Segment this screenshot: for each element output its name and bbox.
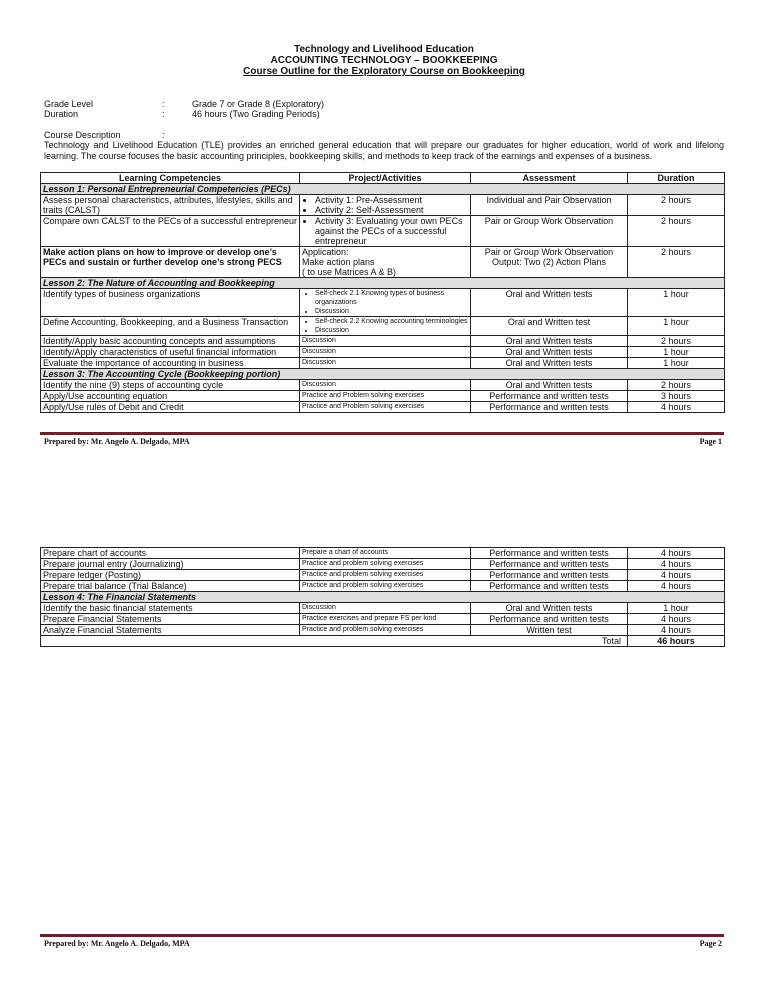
activity: Prepare a chart of accounts (300, 548, 471, 559)
lesson-row (41, 592, 725, 603)
activity: Discussion (300, 347, 471, 358)
lesson-title: Lesson 3: The Accounting Cycle (Bookkeeping portion) (41, 369, 725, 380)
table-row (41, 625, 725, 636)
duration: 2 hours (628, 380, 725, 391)
competency: Identify/Apply basic accounting concepts and assumptions (41, 336, 300, 347)
table-row (41, 317, 725, 336)
activity: Practice exercises and prepare FS per kind (300, 614, 471, 625)
duration: 4 hours (628, 625, 725, 636)
assessment: Individual and Pair Observation (471, 195, 628, 216)
activity: • Self-check 2.1 Knowing types of business organizations (315, 289, 468, 307)
duration: 2 hours (628, 336, 725, 347)
assessment: Performance and written tests (471, 548, 628, 559)
duration: 1 hour (628, 603, 725, 614)
assessment: Oral and Written test (471, 317, 628, 336)
activity: • Discussion (315, 307, 468, 316)
assessment: Performance and written tests (471, 559, 628, 570)
competency: Assess personal characteristics, attributes, lifestyles, skills and traits (CALST) (41, 195, 300, 216)
competency: Identify/Apply characteristics of useful financial information (41, 347, 300, 358)
activity: Practice and problem solving exercises (300, 570, 471, 581)
lesson-title: Lesson 4: The Financial Statements (41, 592, 725, 603)
header-duration: Duration (628, 173, 725, 184)
table-row (41, 216, 725, 247)
duration-label: Duration (44, 109, 79, 119)
table-row (41, 380, 725, 391)
doc-course-title: Course Outline for the Exploratory Course on Bookkeeping (243, 66, 525, 77)
assessment-line: Output: Two (2) Action Plans (492, 257, 606, 267)
prepared-by: Prepared by: Mr. Angelo A. Delgado, MPA (44, 939, 190, 948)
lesson-row (41, 278, 725, 289)
grade-level-value: Grade 7 or Grade 8 (Exploratory) (192, 99, 325, 109)
competency: Prepare ledger (Posting) (41, 570, 300, 581)
table-row (41, 548, 725, 559)
total-value: 46 hours (628, 636, 725, 647)
table-row (41, 603, 725, 614)
page-number: Page 1 (699, 437, 722, 446)
competency: Identify the nine (9) steps of accounting cycle (41, 380, 300, 391)
assessment: Performance and written tests (471, 391, 628, 402)
activities (300, 247, 471, 278)
competency: Identify types of business organizations (41, 289, 300, 317)
competency: Prepare journal entry (Journalizing) (41, 559, 300, 570)
assessment: Oral and Written tests (471, 347, 628, 358)
table-row (41, 336, 725, 347)
footer-rule (40, 934, 724, 937)
activity: • Activity 2: Self-Assessment (315, 205, 468, 215)
duration-value: 46 hours (Two Grading Periods) (192, 109, 320, 119)
colon: : (162, 99, 165, 109)
activity-line: Application: (302, 247, 349, 257)
lesson-title: Lesson 2: The Nature of Accounting and Bookkeeping (41, 278, 725, 289)
table-row (41, 195, 725, 216)
course-description: Technology and Livelihood Education (TLE) provides an enriched general education that will prepare our graduates for higher education, world of work and lifelong learning. The course focuses the basic accounting principles, bookkeeping skills, and methods to keep track of the earnings and expenses of a business. (44, 140, 724, 161)
total-row (41, 636, 725, 647)
table-row (41, 358, 725, 369)
activity-line: Make action plans (302, 257, 375, 267)
duration: 4 hours (628, 548, 725, 559)
competency: Prepare chart of accounts (41, 548, 300, 559)
competency: Define Accounting, Bookkeeping, and a Business Transaction (41, 317, 300, 336)
activity: • Discussion (315, 326, 468, 335)
activities (300, 195, 471, 216)
activity: Practice and Problem solving exercises (300, 402, 471, 413)
competency: Analyze Financial Statements (41, 625, 300, 636)
grade-level-label: Grade Level (44, 99, 94, 109)
competency: Evaluate the importance of accounting in business (41, 358, 300, 369)
activities (300, 317, 471, 336)
assessment (471, 247, 628, 278)
assessment: Performance and written tests (471, 581, 628, 592)
assessment: Oral and Written tests (471, 336, 628, 347)
footer-rule (40, 432, 724, 435)
assessment: Oral and Written tests (471, 603, 628, 614)
header-assessment: Assessment (471, 173, 628, 184)
assessment: Oral and Written tests (471, 380, 628, 391)
prepared-by: Prepared by: Mr. Angelo A. Delgado, MPA (44, 437, 190, 446)
activity: Practice and problem solving exercises (300, 625, 471, 636)
assessment: Oral and Written tests (471, 289, 628, 317)
competency: Apply/Use rules of Debit and Credit (41, 402, 300, 413)
header-project-activities: Project/Activities (300, 173, 471, 184)
assessment: Performance and written tests (471, 402, 628, 413)
duration: 1 hour (628, 317, 725, 336)
table-row (41, 402, 725, 413)
course-description-label: Course Description (44, 130, 121, 140)
colon: : (162, 130, 165, 140)
assessment: Performance and written tests (471, 570, 628, 581)
competency: Prepare trial balance (Trial Balance) (41, 581, 300, 592)
activity-line: ( to use Matrices A & B) (302, 267, 397, 277)
table-row (41, 570, 725, 581)
assessment: Oral and Written tests (471, 358, 628, 369)
assessment: Pair or Group Work Observation (471, 216, 628, 247)
activity: Practice and problem solving exercises (300, 559, 471, 570)
duration: 4 hours (628, 581, 725, 592)
lesson-row (41, 369, 725, 380)
doc-title: Technology and Livelihood Education (294, 44, 474, 55)
activity: Discussion (300, 358, 471, 369)
duration: 4 hours (628, 614, 725, 625)
activity: Practice and problem solving exercises (300, 581, 471, 592)
duration: 2 hours (628, 195, 725, 216)
table-row (41, 391, 725, 402)
table-row (41, 581, 725, 592)
page-number: Page 2 (699, 939, 722, 948)
table-row (41, 247, 725, 278)
activity: Discussion (300, 336, 471, 347)
competency: Prepare Financial Statements (41, 614, 300, 625)
table-row (41, 347, 725, 358)
activity: Discussion (300, 603, 471, 614)
table-row (41, 559, 725, 570)
activity: Discussion (300, 380, 471, 391)
activity: Practice and Problem solving exercises (300, 391, 471, 402)
assessment: Written test (471, 625, 628, 636)
duration: 4 hours (628, 570, 725, 581)
assessment-line: Pair or Group Work Observation (484, 247, 614, 257)
activity: • Activity 1: Pre-Assessment (315, 195, 468, 205)
colon: : (162, 109, 165, 119)
header-learning-competencies: Learning Competencies (41, 173, 300, 184)
doc-subtitle: ACCOUNTING TECHNOLOGY – BOOKKEEPING (270, 55, 498, 66)
assessment: Performance and written tests (471, 614, 628, 625)
total-label: Total (41, 636, 628, 647)
duration: 1 hour (628, 358, 725, 369)
table-row (41, 614, 725, 625)
duration: 2 hours (628, 216, 725, 247)
duration: 4 hours (628, 402, 725, 413)
duration: 1 hour (628, 289, 725, 317)
lesson-row (41, 184, 725, 195)
table-header-row (41, 173, 725, 184)
competency: Make action plans on how to improve or develop one’s PECs and sustain or further develop one’s strong PECS (41, 247, 300, 278)
competency: Compare own CALST to the PECs of a successful entrepreneur (41, 216, 300, 247)
activity: • Self-check 2.2 Knowing accounting terminologies (315, 317, 468, 326)
duration: 1 hour (628, 347, 725, 358)
competency: Identify the basic financial statements (41, 603, 300, 614)
table-row (41, 289, 725, 317)
duration: 4 hours (628, 559, 725, 570)
duration: 2 hours (628, 247, 725, 278)
activity: • Activity 3: Evaluating your own PECs against the PECs of a successful entrepreneur (315, 216, 468, 246)
duration: 3 hours (628, 391, 725, 402)
course-outline-table-continued (40, 547, 725, 647)
activities (300, 216, 471, 247)
activities (300, 289, 471, 317)
course-outline-table (40, 172, 725, 413)
lesson-title: Lesson 1: Personal Entrepreneurial Competencies (PECs) (41, 184, 725, 195)
competency: Apply/Use accounting equation (41, 391, 300, 402)
